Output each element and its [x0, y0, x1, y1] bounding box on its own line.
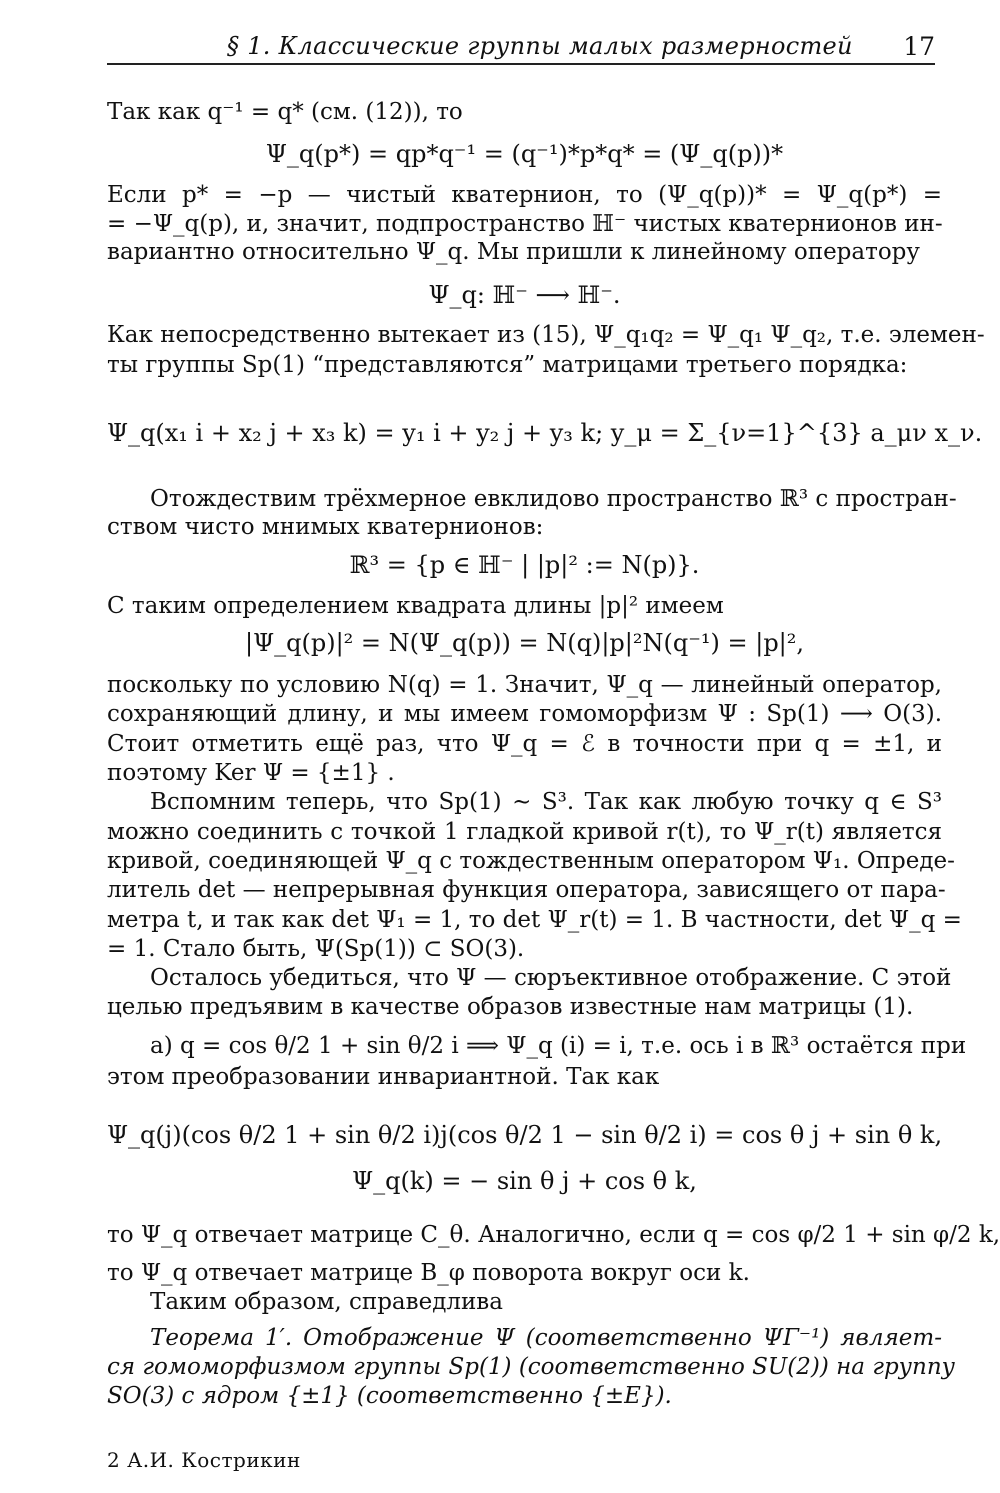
- page-number: 17: [903, 32, 935, 61]
- text-line: Если p* = −p — чистый кватернион, то (Ψ_q(p))* = Ψ_q(p*) =: [107, 182, 942, 208]
- text-line: можно соединить с точкой 1 гладкой кривой r(t), то Ψ_r(t) является: [107, 819, 942, 845]
- text-line: ты группы Sp(1) “представляются” матрицами третьего порядка:: [107, 352, 908, 378]
- text-line: Вспомним теперь, что Sp(1) ∼ S³. Так как любую точку q ∈ S³: [150, 789, 942, 815]
- text-line: ством чисто мнимых кватернионов:: [107, 514, 544, 540]
- formula-line: Ψ_q(k) = − sin θ j + cos θ k,: [352, 1167, 697, 1195]
- running-header: [107, 30, 935, 64]
- formula-line: |Ψ_q(p)|² = N(Ψ_q(p)) = N(q)|p|²N(q⁻¹) = |p|²,: [244, 629, 805, 657]
- text-line: поскольку по условию N(q) = 1. Значит, Ψ_q — линейный оператор,: [107, 672, 942, 698]
- text-line: Так как q⁻¹ = q* (см. (12)), то: [107, 99, 463, 125]
- formula-line: Ψ_q(x₁ i + x₂ j + x₃ k) = y₁ i + y₂ j + y₃ k; y_μ = Σ_{ν=1}^{3} a_μν x_ν.: [107, 419, 983, 447]
- text-line: сохраняющий длину, и мы имеем гомоморфизм Ψ : Sp(1) ⟶ O(3).: [107, 701, 942, 727]
- text-line: = −Ψ_q(p), и, значит, подпространство ℍ⁻ чистых кватернионов ин-: [107, 211, 943, 237]
- text-line: а) q = cos θ/2 1 + sin θ/2 i ⟹ Ψ_q (i) = i, т.е. ось i в ℝ³ остаётся при: [150, 1033, 967, 1059]
- text-line: = 1. Стало быть, Ψ(Sp(1)) ⊂ SO(3).: [107, 936, 525, 962]
- formula-line: Ψ_q(p*) = qp*q⁻¹ = (q⁻¹)*p*q* = (Ψ_q(p))*: [265, 140, 784, 168]
- text-line: Как непосредственно вытекает из (15), Ψ_q₁q₂ = Ψ_q₁ Ψ_q₂, т.е. элемен-: [107, 322, 985, 348]
- text-line: вариантно относительно Ψ_q. Мы пришли к линейному оператору: [107, 239, 920, 265]
- theorem-line: SO(3) с ядром {±1} (соответственно {±E}).: [107, 1383, 672, 1409]
- theorem-line: ся гомоморфизмом группы Sp(1) (соответственно SU(2)) на группу: [107, 1354, 955, 1380]
- text-line: Отождествим трёхмерное евклидово пространство ℝ³ с простран-: [150, 486, 957, 512]
- section-title: § 1. Классические группы малых размерностей: [227, 32, 853, 60]
- text-line: С таким определением квадрата длины |p|² имеем: [107, 593, 724, 619]
- text-line: целью предъявим в качестве образов известные нам матрицы (1).: [107, 994, 914, 1020]
- text-line: Таким образом, справедлива: [150, 1289, 503, 1315]
- formula-line: Ψ_q: ℍ⁻ ⟶ ℍ⁻.: [428, 281, 621, 309]
- formula-line: Ψ_q(j)(cos θ/2 1 + sin θ/2 i)j(cos θ/2 1 − sin θ/2 i) = cos θ j + sin θ k,: [107, 1121, 943, 1149]
- text-line: поэтому Ker Ψ = {±1} .: [107, 760, 395, 786]
- text-line: Осталось убедиться, что Ψ — сюръективное отображение. С этой: [150, 965, 952, 991]
- text-line: Стоит отметить ещё раз, что Ψ_q = ℰ в точности при q = ±1, и: [107, 731, 942, 757]
- text-line: кривой, соединяющей Ψ_q с тождественным оператором Ψ₁. Опреде-: [107, 848, 955, 874]
- text-line: то Ψ_q отвечает матрице C_θ. Аналогично, если q = cos φ/2 1 + sin φ/2 k,: [107, 1222, 1000, 1248]
- header-rule: [107, 63, 935, 65]
- formula-line: ℝ³ = {p ∈ ℍ⁻ | |p|² := N(p)}.: [349, 551, 700, 579]
- text-line: метра t, и так как det Ψ₁ = 1, то det Ψ_r(t) = 1. В частности, det Ψ_q =: [107, 907, 962, 933]
- footer-signature: 2 А.И. Кострикин: [107, 1448, 301, 1472]
- text-line: этом преобразовании инвариантной. Так как: [107, 1064, 660, 1090]
- text-line: литель det — непрерывная функция оператора, зависящего от пара-: [107, 877, 946, 903]
- theorem-line: Теорема 1′. Отображение Ψ (соответственно ΨΓ⁻¹) являет-: [150, 1325, 942, 1351]
- text-line: то Ψ_q отвечает матрице B_φ поворота вокруг оси k.: [107, 1260, 750, 1286]
